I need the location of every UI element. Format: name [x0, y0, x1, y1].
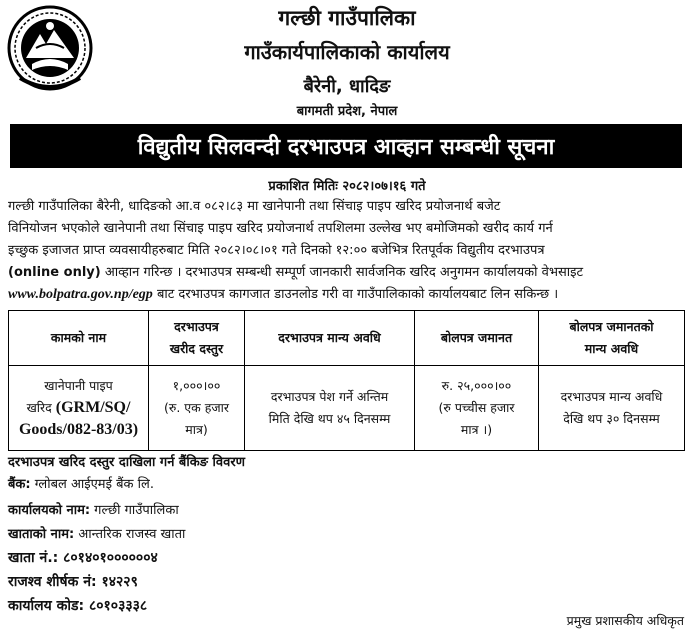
body-line-4-text: आव्हान गरिन्छ । दरभाउपत्र सम्बन्धी सम्पूर्ण जानकारी सार्वजनिक खरिद अनुगमन कार्यालयको वेभसाइट [100, 265, 584, 280]
account-number: खाता नं.: ८०१४०१००००००४ [8, 550, 158, 566]
body-line-2: विनियोजन भएकोले खानेपानी तथा सिंचाइ पाइप खरिद प्रयोजनार्थ तपशिलमा उल्लेख भए बमोजिमको खरीद कार्य गर्न [8, 221, 553, 236]
office-line: कार्यालयको नाम: गल्छी गाउँपालिका [8, 503, 179, 518]
banking-heading: दरभाउपत्र खरिद दस्तुर दाखिला गर्न बैंकिङ विवरण [8, 455, 246, 470]
office-code: कार्यालय कोड: ८०१०३३३८ [8, 598, 148, 614]
cell-work-name: खानेपानी पाइप खरिद (GRM/SQ/ Goods/082-83/03) [9, 366, 149, 451]
body-line-4 [8, 262, 583, 280]
table-header-row [9, 311, 685, 366]
bank-line: बैंक: ग्लोबल आईएमई बैंक लि. [8, 477, 154, 492]
online-only-text: (online only) [8, 265, 101, 280]
account-name-line: खाताको नाम: आन्तरिक राजस्व खाता [8, 527, 186, 542]
header-security-validity: बोलपत्र जमानतको मान्य अवधि [539, 311, 685, 366]
cell-validity: दरभाउपत्र पेश गर्ने अन्तिम मिति देखि थप ४५ दिनसम्म [245, 366, 415, 451]
header-doc-fee: दरभाउपत्र खरीद दस्तुर [149, 311, 245, 366]
notice-title: विद्युतीय सिलवन्दी दरभाउपत्र आव्हान सम्बन्धी सूचना [10, 124, 682, 168]
province-line: बागमती प्रदेश, नेपाल [296, 104, 398, 119]
cell-doc-fee: १,०००।०० (रु. एक हजार मात्र) [149, 366, 245, 451]
body-line-3: इच्छुक इजाजत प्राप्त व्यवसायीहरुबाट मिति २०८२।०८।०१ गते दिनको १२:०० बजेभित्र रितपूर्वक विद्युतीय दरभाउपत्र [8, 243, 545, 258]
signature-designation: प्रमुख प्रशासकीय अधिकृत [566, 613, 684, 628]
office-name: गल्छी गाउँपालिका [278, 6, 416, 30]
body-line-5 [8, 284, 558, 303]
office-subtitle: गाउँकार्यपालिकाको कार्यालय [244, 40, 450, 64]
body-line-1: गल्छी गाउँपालिका बैरेनी, धादिङको आ.व ०८२।८३ मा खानेपानी तथा सिंचाइ पाइप खरिद प्रयोजनार्थ बजेट [8, 199, 501, 214]
header-work-name: कामको नाम [9, 311, 149, 366]
revenue-head: राजश्व शीर्षक नं: १४२२९ [8, 574, 138, 590]
cell-security-validity: दरभाउपत्र मान्य अवधि देखि थप ३० दिनसम्म [539, 366, 685, 451]
website-link[interactable]: www.bolpatra.gov.np/egp [8, 287, 153, 302]
office-location: बैरेनी, धादिङ [303, 76, 391, 97]
tender-table [8, 310, 685, 451]
header-validity: दरभाउपत्र मान्य अवधि [245, 311, 415, 366]
cell-bid-security: रु. २५,०००।०० (रु पच्चीस हजार मात्र ।) [415, 366, 539, 451]
table-row [9, 366, 685, 451]
body-line-5-text: बाट दरभाउपत्र कागजात डाउनलोड गरी वा गाउँपालिकाको कार्यालयबाट लिन सकिन्छ । [152, 287, 559, 302]
header-bid-security: बोलपत्र जमानत [415, 311, 539, 366]
published-date: प्रकाशित मितिः २०८२।०७।१६ गते [268, 179, 426, 194]
